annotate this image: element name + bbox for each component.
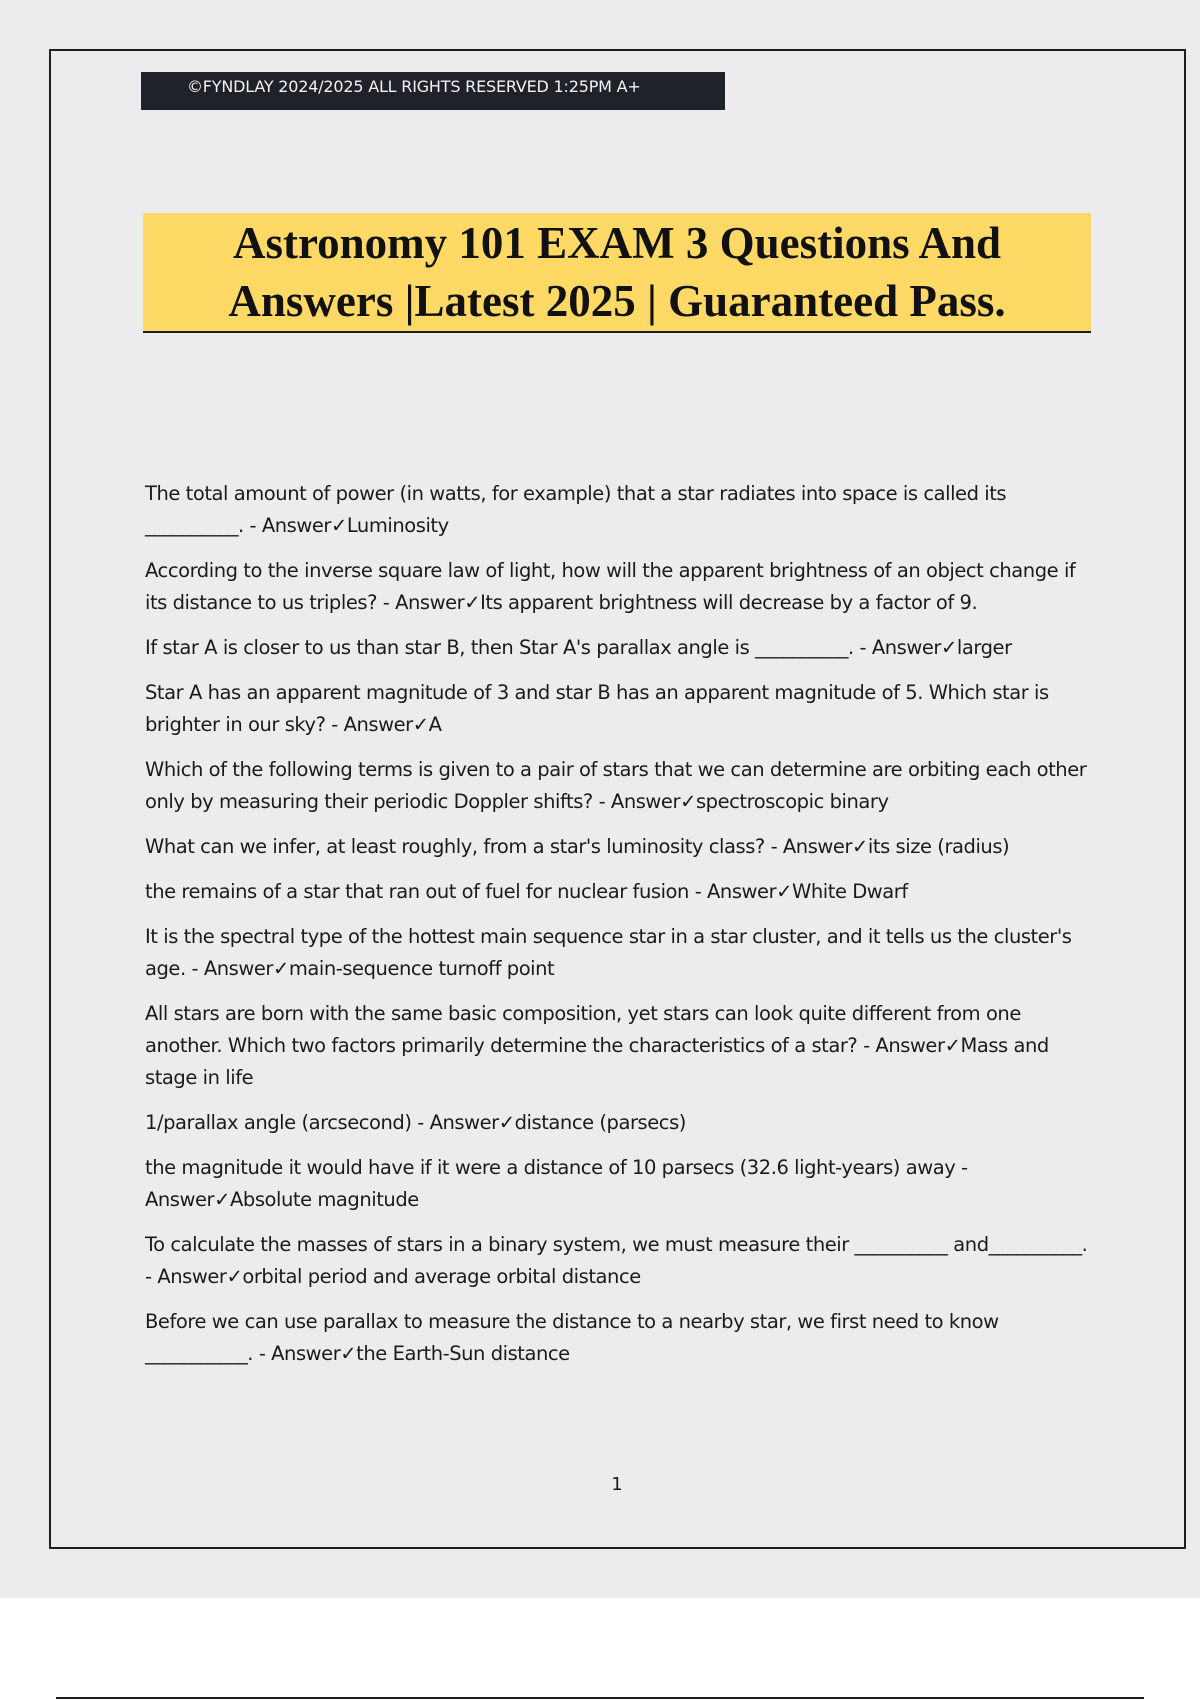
checkmark-icon: ✓ <box>498 1111 515 1134</box>
question-text: the remains of a star that ran out of fuel for nuclear fusion <box>145 880 689 903</box>
qa-item <box>145 1107 1095 1139</box>
answer-text: Luminosity <box>346 514 449 537</box>
question-text: the magnitude it would have if it were a distance of 10 parsecs (32.6 light-years) away <box>145 1156 956 1179</box>
checkmark-icon: ✓ <box>214 1188 231 1211</box>
answer-label: - Answer <box>145 1265 227 1288</box>
page-number: 1 <box>611 1474 623 1495</box>
question-text: It is the spectral type of the hottest main sequence star in a star cluster, and it tells us the cluster's age. <box>145 925 1072 980</box>
checkmark-icon: ✓ <box>680 790 696 813</box>
answer-label: - Answer <box>417 1111 499 1134</box>
qa-item <box>145 555 1095 619</box>
answer-label: - Answer <box>694 880 777 903</box>
qa-item <box>145 632 1095 664</box>
qa-item <box>145 677 1095 741</box>
answer-label: - Answer <box>331 713 413 736</box>
answer-text: A <box>428 713 442 736</box>
question-text: Which of the following terms is given to a pair of stars that we can determine are orbiting each other only by measuring their periodic Doppler shifts? <box>145 758 1087 813</box>
answer-label: - Answer <box>382 591 465 614</box>
answer-text: larger <box>956 636 1012 659</box>
question-text: According to the inverse square law of light, how will the apparent brightness of an object change if its distance to us triples? <box>145 559 1076 614</box>
answer-label: - Answer <box>859 636 942 659</box>
question-text: All stars are born with the same basic composition, yet stars can look quite different from one another. Which two factors primarily determine the characteristics of a star? <box>145 1002 1021 1057</box>
question-text: If star A is closer to us than star B, then Star A's parallax angle is __________. <box>145 636 854 659</box>
title-line-1: Astronomy 101 EXAM 3 Questions And <box>232 218 1001 268</box>
question-text: Before we can use parallax to measure the distance to a nearby star, we first need to know ___________. <box>145 1310 999 1365</box>
qa-item <box>145 831 1095 863</box>
question-answer-list <box>145 478 1095 1383</box>
answer-text: orbital period and average orbital distance <box>242 1265 641 1288</box>
checkmark-icon: ✓ <box>776 880 793 903</box>
checkmark-icon: ✓ <box>464 591 481 614</box>
checkmark-icon: ✓ <box>941 636 957 659</box>
answer-text: Mass and stage in life <box>145 1034 1049 1089</box>
title-line-2: Answers |Latest 2025 | Guaranteed Pass. <box>228 276 1006 326</box>
checkmark-icon: ✓ <box>852 835 868 858</box>
answer-label: - Answer <box>191 957 273 980</box>
question-text: To calculate the masses of stars in a binary system, we must measure their __________ and__________. <box>145 1233 1088 1256</box>
qa-item <box>145 876 1095 908</box>
document-title <box>143 213 1091 333</box>
checkmark-icon: ✓ <box>272 957 289 980</box>
answer-label: - Answer <box>863 1034 945 1057</box>
question-text: The total amount of power (in watts, for example) that a star radiates into space is called its __________. <box>145 482 1007 537</box>
answer-label: - Answer <box>145 1156 968 1211</box>
qa-item <box>145 478 1095 542</box>
answer-text: Absolute magnitude <box>230 1188 419 1211</box>
answer-label: - Answer <box>770 835 853 858</box>
checkmark-icon: ✓ <box>340 1342 357 1365</box>
question-text: What can we infer, at least roughly, from a star's luminosity class? <box>145 835 765 858</box>
copyright-banner: ©FYNDLAY 2024/2025 ALL RIGHTS RESERVED 1:25PM A+ <box>141 72 725 110</box>
answer-text: the Earth-Sun distance <box>356 1342 570 1365</box>
answer-label: - Answer <box>249 514 331 537</box>
qa-item <box>145 921 1095 985</box>
answer-text: Its apparent brightness will decrease by a factor of 9. <box>480 591 978 614</box>
qa-item <box>145 754 1095 818</box>
qa-item <box>145 998 1095 1094</box>
checkmark-icon: ✓ <box>944 1034 961 1057</box>
answer-text: spectroscopic binary <box>695 790 889 813</box>
question-text: Star A has an apparent magnitude of 3 and star B has an apparent magnitude of 5. Which star is brighter in our sky? <box>145 681 1049 736</box>
bottom-divider <box>56 1697 1144 1699</box>
question-text: 1/parallax angle (arcsecond) <box>145 1111 412 1134</box>
qa-item <box>145 1306 1095 1370</box>
answer-label: - Answer <box>598 790 681 813</box>
answer-label: - Answer <box>258 1342 341 1365</box>
checkmark-icon: ✓ <box>412 713 429 736</box>
qa-item <box>145 1229 1095 1293</box>
answer-text: White Dwarf <box>792 880 908 903</box>
checkmark-icon: ✓ <box>330 514 347 537</box>
answer-text: main-sequence turnoff point <box>288 957 555 980</box>
answer-text: distance (parsecs) <box>514 1111 686 1134</box>
answer-text: its size (radius) <box>867 835 1010 858</box>
qa-item <box>145 1152 1095 1216</box>
checkmark-icon: ✓ <box>226 1265 243 1288</box>
